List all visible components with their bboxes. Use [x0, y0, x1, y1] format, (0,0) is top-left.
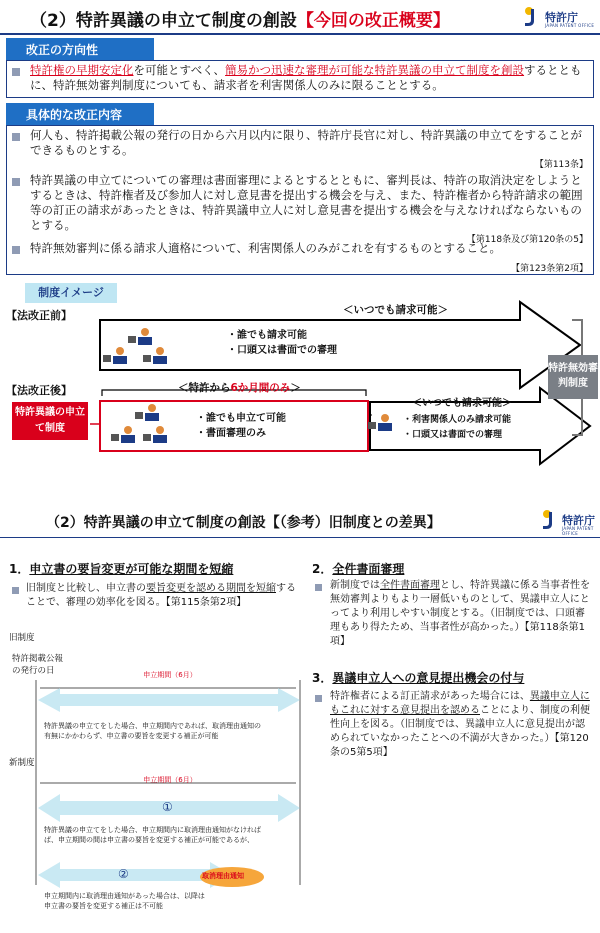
- content-ref-3: 【第123条第2項】: [511, 264, 588, 274]
- s1-heading: 1．申立書の要旨変更が可能な期間を短縮: [9, 562, 234, 576]
- jpo-logo-text: 特許庁: [545, 11, 578, 24]
- s2-heading: 2．全件書面審理: [312, 562, 405, 576]
- before-arrow: [100, 302, 580, 388]
- after-right-features: [403, 413, 511, 443]
- after-right-feature-1: ・利害関係人のみ請求可能: [403, 415, 512, 425]
- s3-bullet: [315, 695, 322, 702]
- period-old: 申立期間（6月）: [143, 671, 197, 679]
- before-feature-2: ・口頭又は書面での審理: [227, 345, 337, 356]
- after-features: [196, 411, 286, 441]
- direction-label: 改正の方向性: [6, 38, 154, 60]
- s1-text: 旧制度と比較し、申立書の要旨変更を認める期間を短縮することで、審理の効率化を図る。【第115条第2項】: [26, 583, 296, 608]
- content-bullet-1: [12, 133, 20, 141]
- invalidation-box: 特許無効審判制度: [548, 355, 598, 399]
- notice-label: 取消理由通知: [202, 872, 244, 880]
- slide1-title-highlight: 【今回の改正概要】: [296, 11, 450, 31]
- old-note: 特許異議の申立てをした場合、申立期間内であれば、取消理由通知の 有無にかかわらず、申立書の要旨を変更する補正が可能: [44, 722, 261, 740]
- circle-2: ②: [118, 867, 129, 881]
- new-note-a: 特許異議の申立てをした場合、申立期間内に取消理由通知がなければ ば、申立期間の間は申立書の要旨を変更する補正が可能であるが、: [44, 826, 261, 844]
- s3-text: 特許権者による訂正請求があった場合には、異議申立人にもこれに対する意見提出を認めることにより、制度の利便性向上を図る。（旧制度では、異議申立人に意見提出が認められていなかったことへの不満が大きかった。）【第120条の5第5項】: [330, 691, 590, 758]
- title-rule-2: [0, 537, 600, 538]
- slide1-title-main: （2）特許異議の申立て制度の創設: [30, 11, 297, 31]
- jpo-logo: [521, 6, 543, 32]
- circle-1: ①: [162, 800, 173, 814]
- slide2-title: （2）特許異議の申立て制度の創設【（参考）旧制度との差異】: [46, 515, 441, 531]
- six-months-label: ＜特許から6か月間のみ＞: [178, 382, 301, 394]
- after-feature-2: ・書面審理のみ: [196, 428, 266, 439]
- direction-bullet: [12, 68, 20, 76]
- anytime-after: ＜いつでも請求可能＞: [412, 398, 512, 409]
- before-label: 【法改正前】: [6, 309, 72, 322]
- title-rule: [0, 33, 600, 35]
- jpo-logo-2: [539, 509, 561, 535]
- jpo-logo-2-text: 特許庁: [562, 514, 595, 527]
- content-item-3: 特許無効審判に係る請求人適格について、利害関係人のみがこれを有するものとすること。: [30, 241, 502, 255]
- s3-heading: 3．異議申立人への意見提出機会の付与: [312, 671, 525, 685]
- content-ref-1: 【第113条】: [534, 160, 588, 170]
- jpo-logo-2-icon: [539, 509, 561, 531]
- old-label: 旧制度: [9, 633, 35, 643]
- jpo-logo-icon: [521, 6, 543, 28]
- direction-text: 特許権の早期安定化を可能とすべく、簡易かつ迅速な審理が可能な特許異議の申立て制度を創設するとともに、特許無効審判制度についても、請求者を利害関係人のみに限ることとする。: [30, 63, 582, 92]
- content-item-1: 何人も、特許掲載公報の発行の日から六月以内に限り、特許庁長官に対し、特許異議の申立てをすることができるものとする。: [30, 128, 582, 157]
- content-bullet-3: [12, 246, 20, 254]
- opposition-box: 特許異議の申立て制度: [12, 402, 88, 440]
- s1-bullet: [12, 587, 19, 594]
- new-note-b: 申立期間内に取消理由通知があった場合は、以降は 申立書の要旨を変更する補正は不可能: [44, 892, 205, 910]
- after-right-feature-2: ・口頭又は書面での審理: [403, 430, 503, 440]
- anytime-before: ＜いつでも請求可能＞: [343, 304, 448, 316]
- content-bullet-2: [12, 178, 20, 186]
- period-new: 申立期間（6月）: [143, 776, 197, 784]
- before-features: [227, 328, 337, 358]
- jpo-logo-sub: JAPAN PATENT OFFICE: [545, 23, 595, 28]
- new-label: 新制度: [9, 758, 35, 768]
- before-feature-1: ・誰でも請求可能: [227, 330, 307, 341]
- content-ref-2: 【第118条及び第120条の5】: [466, 235, 588, 245]
- s2-text: 新制度では全件書面審理とし、特許異議に係る当事者性を無効審判よりもより一層低いものとして、異議申立人にとってより利用しやすい制度とする。（旧制度では、口頭審理もあり得たため、当事者性が高かった。）【第118条第1項】: [330, 580, 590, 647]
- image-label: 制度イメージ: [25, 283, 117, 303]
- s2-bullet: [315, 584, 322, 591]
- timeline-diagram: [0, 660, 305, 920]
- pub-label: 特許掲載公報 の発行の日: [12, 654, 64, 676]
- jpo-logo-2-sub: JAPAN PATENT OFFICE: [562, 526, 594, 536]
- after-label: 【法改正後】: [6, 384, 72, 397]
- slide1-title: [30, 6, 450, 31]
- after-feature-1: ・誰でも申立て可能: [196, 413, 286, 424]
- content-label: 具体的な改正内容: [6, 103, 154, 125]
- content-item-2: 特許異議の申立てについての審理は書面審理によるとするとともに、審判長は、特許の取消決定をしようとするときは、特許権者及び参加人に対し意見書を提出する機会を与え、また、特許権者から特許請求の範囲等の訂正の請求があったときは、特許異議申立人に対し意見書を提出する機会を与えなければならないものとする。: [30, 173, 583, 232]
